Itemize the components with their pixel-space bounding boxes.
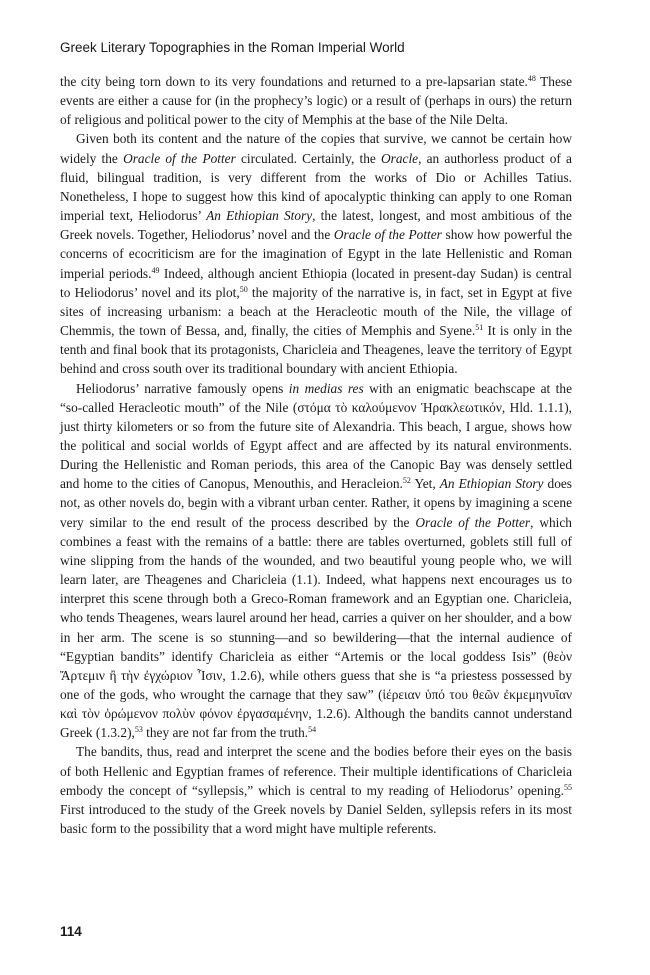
text-run: Heliodorus’ narrative famously opens (76, 380, 289, 396)
footnote-ref: 51 (475, 323, 484, 333)
italic-text: An Ethiopian Story (439, 476, 544, 492)
text-run: Given both its content and the nature of the copies that survive, we cannot be certain how widely the (60, 131, 572, 166)
footnote-ref: 55 (564, 782, 572, 792)
running-head: Greek Literary Topographies in the Roman Imperial World (60, 40, 405, 55)
text-run: Yet, (410, 476, 440, 492)
text-run: does not, as other novels do, begin with a vibrant urban center. Rather, it opens by imagining a scene very similar to the end result of the process described by the (60, 476, 572, 530)
text-run: circulated. Certainly, the (235, 150, 382, 166)
text-run: , an authorless product of a fluid, bilingual tradition, is very different from the works of Dio or Achilles Tatius. Nonetheless, I hope to suggest how this kind of apocalyptic thinking can apply to one Roman imperial text, Heliodorus’ (60, 150, 572, 224)
italic-text: Oracle (381, 150, 419, 166)
text-run: These events are either a cause for (in the prophecy’s logic) or a result of (perhaps in ours) the return of religious and political power to the city of Memphis at the base of the Nile Delta. (60, 74, 572, 128)
italic-text: in medias res (288, 380, 364, 396)
text-run: , the latest, longest, and most ambitious of the Greek novels. Together, Heliodorus’ novel and the (60, 208, 572, 243)
page-number: 114 (60, 924, 82, 939)
italic-text: An Ethiopian Story (206, 208, 313, 224)
text-run: the majority of the narrative is, in fact, set in Egypt at five sites of increasing urbanism: a beach at the Heracleotic mouth of the Nile, the village of Chemmis, the town of Bessa, and, finally, the cities of Memphis and Syene. (60, 284, 572, 339)
paragraph (60, 379, 572, 743)
footnote-ref: 53 (134, 725, 143, 735)
text-run: Indeed, although ancient Ethiopia (located in present-day Sudan) is central to Heliodorus’ novel and its plot, (60, 265, 572, 300)
body-text (60, 72, 572, 838)
text-run: The bandits, thus, read and interpret the scene and the bodies before their eyes on the basis of both Hellenic and Egyptian frames of reference. Their multiple identifications of Charicleia embody the concept of “syllepsis,” which is central to my reading of Heliodorus’ opening. (60, 744, 572, 798)
italic-text: Oracle of the Potter (333, 227, 442, 243)
text-run: First introduced to the study of the Greek novels by Daniel Selden, syllepsis refers in its most basic form to the possibility that a word might have multiple referents. (60, 801, 572, 837)
text-run: , which combines a feast with the remains of a battle: there are tables overturned, goblets still full of wine slipping from the hands of the wounded, and two beautiful young people who, we will learn later, are Theagenes and Charicleia (1.1). Indeed, what happens next encourages us to interpret this scene through both a Greco-Roman framework and an Egyptian one. Charicleia, who tends Theagenes, wears laurel around her head, carries a quiver on her shoulder, and a bow in her arm. The scene is so stunning—and so bewildering—that the internal audience of “Egyptian bandits” identify Charicleia as either “Artemis or the local goddess Isis” (θεὸν Ἄρτεμιν ἢ τὴν ἐγχώριον Ἶσιν, 1.2.6), while others guess that she is “a priestess possessed by one of the gods, who wrought the carnage that they saw” (ἱέρειαν ὑπό του θεῶν ἐκμεμηνυῖαν καὶ τὸν ὁρώμενον πολὺν φόνον ἐργασαμένην, 1.2.6). Although the bandits cannot understand Greek (1.3.2), (60, 514, 572, 741)
text-run: the city being torn down to its very foundations and returned to a pre-lapsarian state. (60, 74, 528, 89)
paragraph (60, 742, 572, 838)
footnote-ref: 54 (308, 725, 317, 735)
text-run: show how powerful the concerns of ecocriticism are for the imagination of Egypt in the late Hellenistic and Roman imperial periods. (60, 227, 572, 281)
italic-text: Oracle of the Potter (123, 150, 236, 166)
paragraph (60, 129, 572, 378)
paragraph (60, 72, 572, 129)
italic-text: Oracle of the Potter (415, 514, 531, 530)
footnote-ref: 50 (239, 284, 248, 294)
footnote-ref: 52 (402, 476, 411, 486)
footnote-ref: 48 (527, 74, 536, 83)
text-run: with an enigmatic beachscape at the “so-called Heracleotic mouth” of the Nile (στόμα τὸ καλούμενον Ἡρακλεωτικόν, Hld. 1.1.1), just thirty kilometers or so from the future site of Alexandria. This beach, I argue, shows how the political and social worlds of Egypt affect and are affected by its natural environments. During the Hellenistic and Roman periods, this area of the Canopic Bay was densely settled and home to the cities of Canopus, Menouthis, and Heracleion. (60, 380, 572, 492)
text-run: they are not far from the truth. (142, 725, 309, 741)
footnote-ref: 49 (151, 265, 160, 275)
text-run: It is only in the tenth and final book that its protagonists, Charicleia and Theagenes, leave the territory of Egypt behind and cross south over its traditional boundary with ancient Ethiopia. (60, 323, 572, 377)
